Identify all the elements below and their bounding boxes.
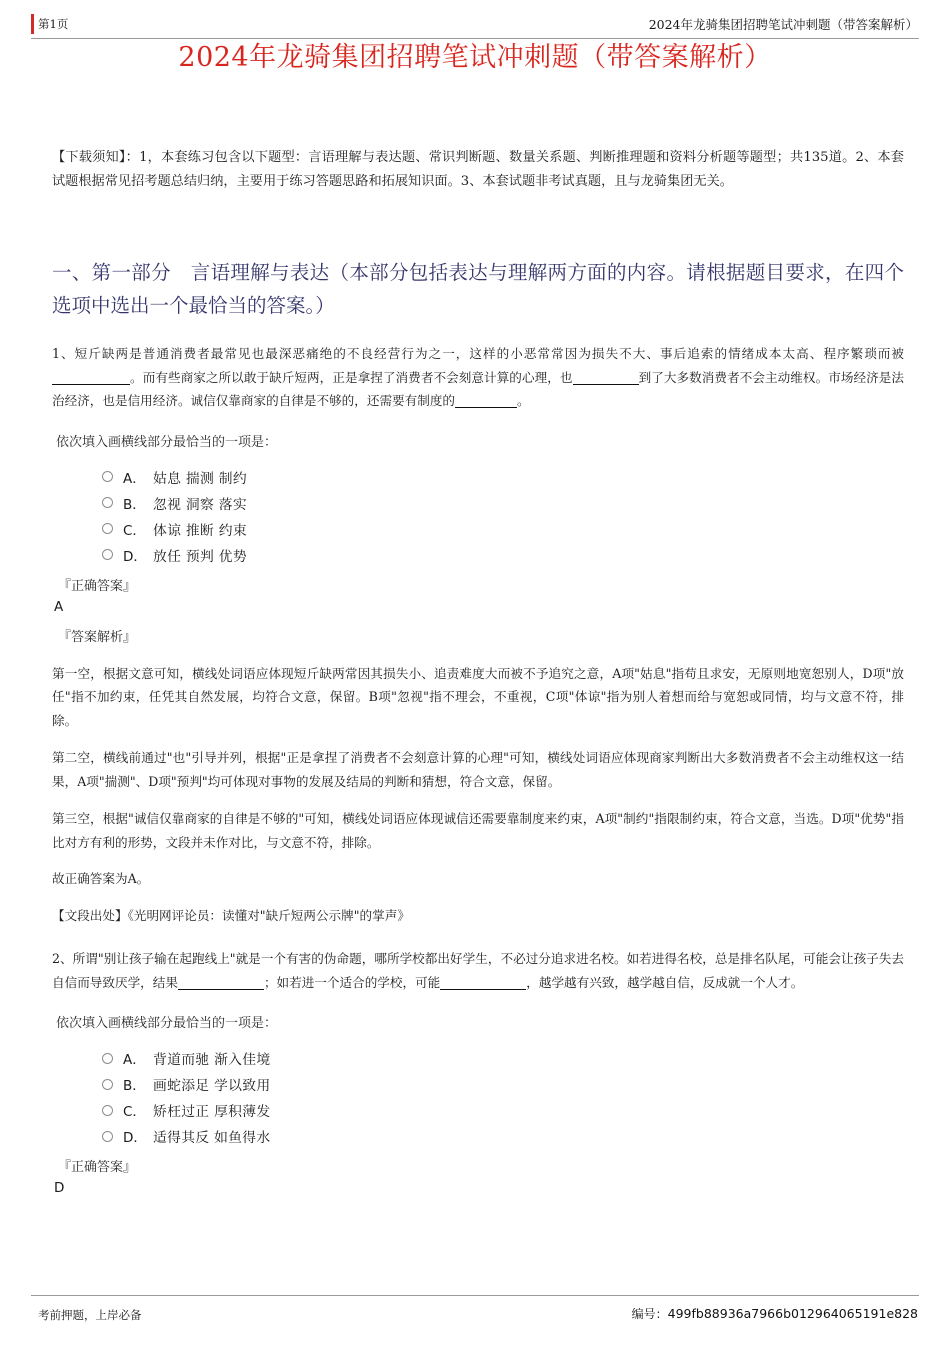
question-stem-2 <box>52 947 904 994</box>
option-letter: D． <box>123 1130 147 1146</box>
running-header-title: 2024年龙骑集团招聘笔试冲刺题（带答案解析） <box>648 17 918 32</box>
section-heading: 一、第一部分 言语理解与表达（本部分包括表达与理解两方面的内容。请根据题目要求，在四个选项中选出一个最恰当的答案。） <box>52 261 904 317</box>
option-letter: B． <box>123 496 146 513</box>
question-number-2: 2、 <box>52 951 73 966</box>
document-body <box>52 146 904 1198</box>
blank-1-3 <box>455 407 517 408</box>
footer-slogan: 考前押题，上岸必备 <box>38 1308 142 1322</box>
question-prompt-1: 依次填入画横线部分最恰当的一项是： <box>56 434 278 450</box>
option-letter: A． <box>123 1052 146 1068</box>
option-2-c[interactable] <box>102 1099 904 1121</box>
analysis-label-1: 『答案解析』 <box>58 629 137 645</box>
radio-button-icon[interactable] <box>102 1131 113 1142</box>
correct-answer-value-2: D <box>54 1180 65 1196</box>
option-2-b[interactable] <box>102 1073 904 1095</box>
option-2-d[interactable] <box>102 1125 904 1147</box>
question-stem-part-1: 短斤缺两是普通消费者最常见也最深恶痛绝的不良经营行为之一，这样的小恶常常因为损失不大、事后追索的情绪成本太高、程序繁琐而被 <box>74 346 905 361</box>
question-stem-part-2: ；如若进一个适合的学校，可能 <box>263 974 441 990</box>
option-text: 画蛇添足 学以致用 <box>153 1078 271 1094</box>
option-text: 适得其反 如鱼得水 <box>153 1130 271 1146</box>
option-text: 忽视 洞察 落实 <box>153 496 247 513</box>
question-number-1: 1、 <box>52 346 75 361</box>
correct-answer-value-1: A <box>54 598 64 615</box>
question-prompt-2: 依次填入画横线部分最恰当的一项是： <box>56 1016 278 1031</box>
footer-code-label: 编号： <box>631 1307 668 1321</box>
radio-button-icon[interactable] <box>102 497 113 508</box>
page-header <box>0 14 950 40</box>
option-list-1 <box>102 466 904 566</box>
radio-button-icon[interactable] <box>102 471 113 482</box>
analysis-paragraph-3: 第三空，根据"诚信仅靠商家的自律是不够的"可知，横线处词语应体现诚信还需要靠制度来约束，A项"制约"指限制约束，符合文意，当选。D项"优势"指比对方有利的形势，文段并未作对比，与文意不符，排除。 <box>52 811 904 850</box>
footer-code-value: 499fb88936a7966b012964065191e828 <box>667 1306 918 1321</box>
correct-answer-label-2: 『正确答案』 <box>58 1160 137 1175</box>
radio-button-icon[interactable] <box>102 549 113 560</box>
header-divider <box>31 38 919 39</box>
blank-2-2 <box>440 989 526 990</box>
question-stem-part-4: 。 <box>517 393 530 408</box>
page-footer <box>0 1295 950 1335</box>
blank-2-1 <box>178 989 264 990</box>
question-stem-part-1: 所谓"别让孩子输在起跑线上"就是一个有害的伪命题，哪所学校都出好学生，不必过分追求进名校。如若进得名校，总是排名队尾，可能会让孩子失去自信而导致厌学，结果 <box>52 951 905 990</box>
blank-1-2 <box>573 384 639 385</box>
option-text: 背道而驰 渐入佳境 <box>153 1052 271 1068</box>
option-1-c[interactable] <box>102 518 904 540</box>
correct-answer-label-1: 『正确答案』 <box>58 578 137 594</box>
radio-button-icon[interactable] <box>102 1105 113 1116</box>
blank-1-1 <box>52 384 130 385</box>
red-marker-icon <box>31 14 34 34</box>
page-number-label: 第1页 <box>38 17 69 31</box>
option-text: 体谅 推断 约束 <box>153 522 247 539</box>
analysis-source: 【文段出处】《光明网评论员：读懂对"缺斤短两公示牌"的掌声》 <box>52 907 410 923</box>
download-notice: 【下载须知】：1，本套练习包含以下题型：言语理解与表达题、常识判断题、数量关系题、判断推理题和资料分析题等题型；共135道。2、本套试题根据常见招考题总结归纳，主要用于练习答题思路和拓展知识面。3、本套试题非考试真题，且与龙骑集团无关。 <box>52 150 904 189</box>
question-stem-part-3: ，越学越有兴致，越学越自信，反成就一个人才。 <box>526 974 804 990</box>
question-stem-1 <box>52 342 904 413</box>
question-block-2 <box>52 947 904 1198</box>
option-letter: A． <box>123 470 146 487</box>
radio-button-icon[interactable] <box>102 1053 113 1064</box>
option-text: 矫枉过正 厚积薄发 <box>153 1104 271 1120</box>
radio-button-icon[interactable] <box>102 523 113 534</box>
question-block-1 <box>52 342 904 927</box>
option-1-a[interactable] <box>102 466 904 488</box>
analysis-paragraph-2: 第二空，横线前通过"也"引导并列，根据"正是拿捏了消费者不会刻意计算的心理"可知，横线处词语应体现商家判断出大多数消费者不会主动维权这一结果，A项"揣测"、D项"预判"均可体现对事物的发展及结局的判断和猜想，符合文意，保留。 <box>52 750 904 789</box>
analysis-paragraph-1: 第一空，根据文意可知，横线处词语应体现短斤缺两常因其损失小、追责难度大而被不予追究之意，A项"姑息"指苟且求安，无原则地宽恕别人，D项"放任"指不加约束，任凭其自然发展，均符合文意，保留。B项"忽视"指不理会，不重视，C项"体谅"指为别人着想而给与宽恕或同情，均与文意不符，排除。 <box>52 665 904 728</box>
document-title: 2024年龙骑集团招聘笔试冲刺题（带答案解析） <box>178 42 772 73</box>
option-1-b[interactable] <box>102 492 904 514</box>
question-stem-part-2: 。而有些商家之所以敢于缺斤短两，正是拿捏了消费者不会刻意计算的心理，也 <box>130 369 573 385</box>
footer-divider <box>31 1295 919 1296</box>
option-letter: C． <box>123 1104 146 1120</box>
question-stem-part-3: 到了大多数消费者不会主动维权。市场经济是法治经济，也是信用经济。诚信仅靠商家的自律是不够的，还需要有制度的 <box>52 369 905 408</box>
option-text: 放任 预判 优势 <box>153 548 247 565</box>
option-list-2 <box>102 1047 904 1147</box>
option-letter: D． <box>123 548 147 565</box>
option-text: 姑息 揣测 制约 <box>153 470 247 487</box>
option-letter: C． <box>123 522 146 539</box>
option-1-d[interactable] <box>102 544 904 566</box>
option-letter: B． <box>123 1078 146 1094</box>
option-2-a[interactable] <box>102 1047 904 1069</box>
analysis-conclusion: 故正确答案为A。 <box>52 871 150 886</box>
radio-button-icon[interactable] <box>102 1079 113 1090</box>
footer-code <box>632 1305 918 1322</box>
